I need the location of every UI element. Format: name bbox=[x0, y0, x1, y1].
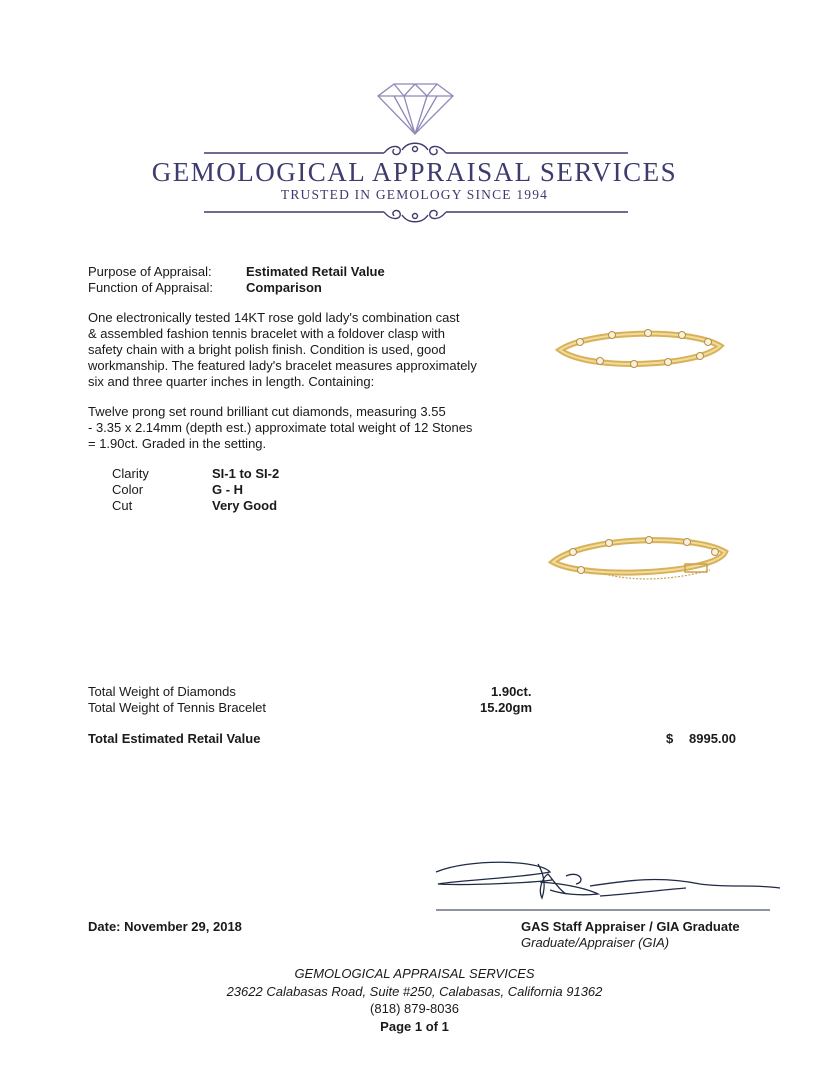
color-label: Color bbox=[112, 482, 144, 497]
description-line: six and three quarter inches in length. Containing: bbox=[88, 374, 375, 389]
footer-phone: (818) 879-8036 bbox=[370, 1001, 459, 1016]
purpose-label: Purpose of Appraisal: bbox=[88, 264, 212, 279]
bracelet-photo-top bbox=[550, 320, 730, 380]
signature bbox=[430, 850, 790, 920]
footer-address: 23622 Calabasas Road, Suite #250, Calabasas, California 91362 bbox=[226, 984, 603, 999]
appraisal-date: Date: November 29, 2018 bbox=[88, 919, 242, 934]
item-description bbox=[88, 310, 508, 390]
letterhead bbox=[0, 0, 829, 240]
description-line: One electronically tested 14KT rose gold lady's combination cast bbox=[88, 310, 460, 325]
total-bracelet-label: Total Weight of Tennis Bracelet bbox=[88, 700, 267, 715]
description-line: workmanship. The featured lady's bracelet measures approximately bbox=[88, 358, 477, 373]
total-retail-label: Total Estimated Retail Value bbox=[88, 731, 261, 746]
cut-label: Cut bbox=[112, 498, 133, 513]
description-line: & assembled fashion tennis bracelet with a foldover clasp with bbox=[88, 326, 445, 341]
purpose-value: Estimated Retail Value bbox=[246, 264, 385, 279]
function-label: Function of Appraisal: bbox=[88, 280, 214, 295]
color-value: G - H bbox=[212, 482, 244, 497]
brand-name: GEMOLOGICAL APPRAISAL SERVICES bbox=[151, 157, 678, 187]
brand-tagline: TRUSTED IN GEMOLOGY SINCE 1994 bbox=[280, 187, 549, 202]
stones-description bbox=[88, 404, 508, 452]
diamond-logo bbox=[0, 0, 829, 240]
footer-company: GEMOLOGICAL APPRAISAL SERVICES bbox=[294, 966, 535, 981]
total-bracelet-value: 15.20gm bbox=[480, 700, 533, 715]
bracelet-photo-bottom bbox=[545, 530, 735, 590]
signer-subtitle: Graduate/Appraiser (GIA) bbox=[521, 935, 670, 950]
stones-line: - 3.35 x 2.14mm (depth est.) approximate total weight of 12 Stones bbox=[88, 420, 473, 435]
currency-symbol: $ bbox=[666, 731, 674, 746]
cut-value: Very Good bbox=[212, 498, 278, 513]
function-value: Comparison bbox=[246, 280, 322, 295]
page-number: Page 1 of 1 bbox=[380, 1019, 449, 1034]
signer-title: GAS Staff Appraiser / GIA Graduate bbox=[521, 919, 740, 934]
total-diamonds-value: 1.90ct. bbox=[491, 684, 532, 699]
stones-line: Twelve prong set round brilliant cut diamonds, measuring 3.55 bbox=[88, 404, 446, 419]
clarity-label: Clarity bbox=[112, 466, 149, 481]
clarity-value: SI-1 to SI-2 bbox=[212, 466, 280, 481]
total-retail-value: 8995.00 bbox=[689, 731, 736, 746]
stones-line: = 1.90ct. Graded in the setting. bbox=[88, 436, 267, 451]
description-line: safety chain with a bright polish finish. Condition is used, good bbox=[88, 342, 446, 357]
total-diamonds-label: Total Weight of Diamonds bbox=[88, 684, 236, 699]
